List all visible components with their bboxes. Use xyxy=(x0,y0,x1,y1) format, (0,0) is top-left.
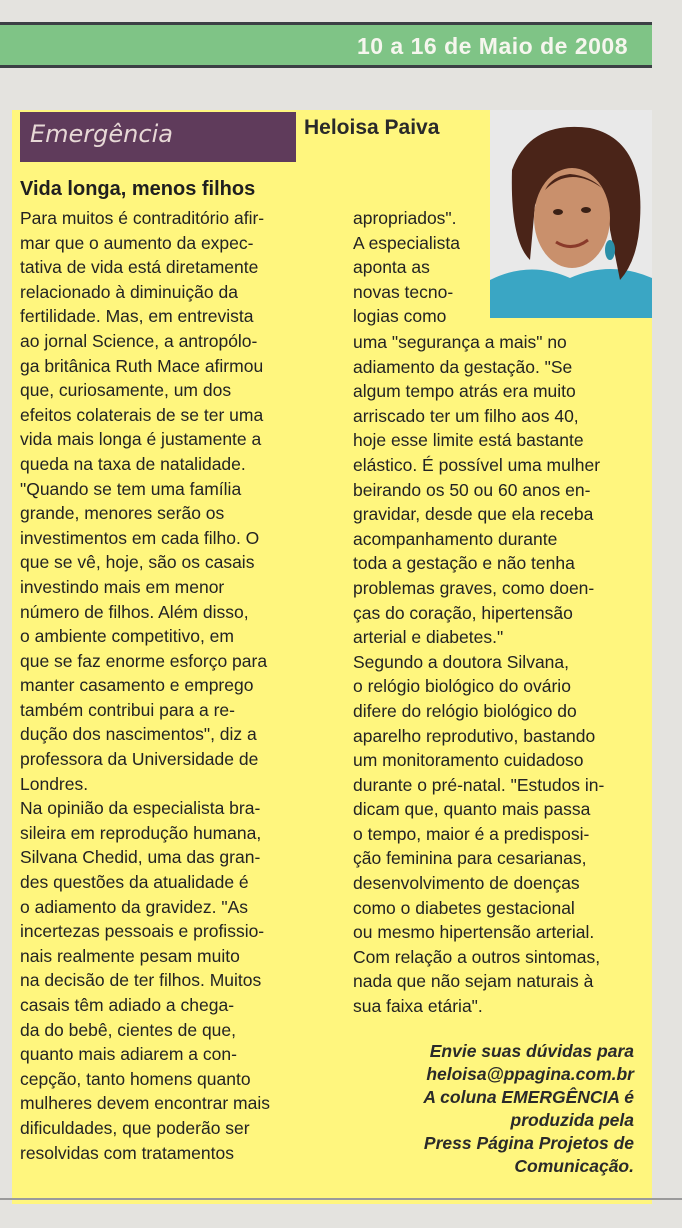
section-title: Emergência xyxy=(30,120,173,148)
section-tab xyxy=(20,112,296,162)
contact-footer: Envie suas dúvidas para heloisa@ppagina.com.br A coluna EMERGÊNCIA é produzida pela Press Página Projetos de Comunicação. xyxy=(423,1041,634,1176)
issue-date: 10 a 16 de Maio de 2008 xyxy=(356,33,628,59)
page-divider xyxy=(0,1198,682,1200)
author-photo xyxy=(490,110,652,318)
portrait-icon xyxy=(490,110,652,318)
article-column-1: Para muitos é contraditório afir- mar que o aumento da expec- tativa de vida está diretamente relacionado à diminuição da fertilidade. Mas, em entrevista ao jornal Science, a antropólo- ga britânica Ruth Mace afirmou que, curiosamente, um dos efeitos colaterais de se ter uma vida mais longa é justamente a queda na taxa de natalidade. "Quando se tem uma família grande, menores serão os investimentos em cada filho. O que se vê, hoje, são os casais investindo mais em menor número de filhos. Além disso, o ambiente competitivo, em que se faz enorme esforço para manter casamento e emprego também contribui para a re- dução dos nascimentos", diz a professora da Universidade de Londres. Na opinião da especialista bra- sileira em reprodução humana, Silvana Chedid, uma das gran- des questões da atualidade é o adiamento da gravidez. "As incertezas pessoais e profissio- nais realmente pesam muito na decisão de ter filhos. Muitos casais têm adiado a chega- da do bebê, cientes de que, quanto mais adiarem a con- cepção, tanto homens quanto mulheres devem encontrar mais dificuldades, que poderão ser resolvidas com tratamentos xyxy=(20,208,270,1163)
date-banner xyxy=(0,22,652,68)
article-headline: Vida longa, menos filhos xyxy=(20,178,256,200)
article-column-2-top: apropriados". A especialista aponta as novas tecno- logias como xyxy=(353,208,461,327)
article-column-2: uma "segurança a mais" no adiamento da gestação. "Se algum tempo atrás era muito arriscado ter um filho aos 40, hoje esse limite está bastante elástico. É possível uma mulher beirando os 50 ou 60 anos en- gravidar, desde que ela receba acompanhamento durante toda a gestação e não tenha problemas graves, como doen- ças do coração, hipertensão arterial e diabetes." Segundo a doutora Silvana, o relógio biológico do ovário difere do relógio biológico do aparelho reprodutivo, bastando um monitoramento cuidadoso durante o pré-natal. "Estudos in- dicam que, quanto mais passa o tempo, maior é a predisposi- ção feminina para cesarianas, desenvolvimento de doenças como o diabetes gestacional ou mesmo hipertensão arterial. Com relação a outros sintomas, nada que não sejam naturais à sua faixa etária". xyxy=(353,332,605,1017)
author-name: Heloisa Paiva xyxy=(304,116,440,139)
